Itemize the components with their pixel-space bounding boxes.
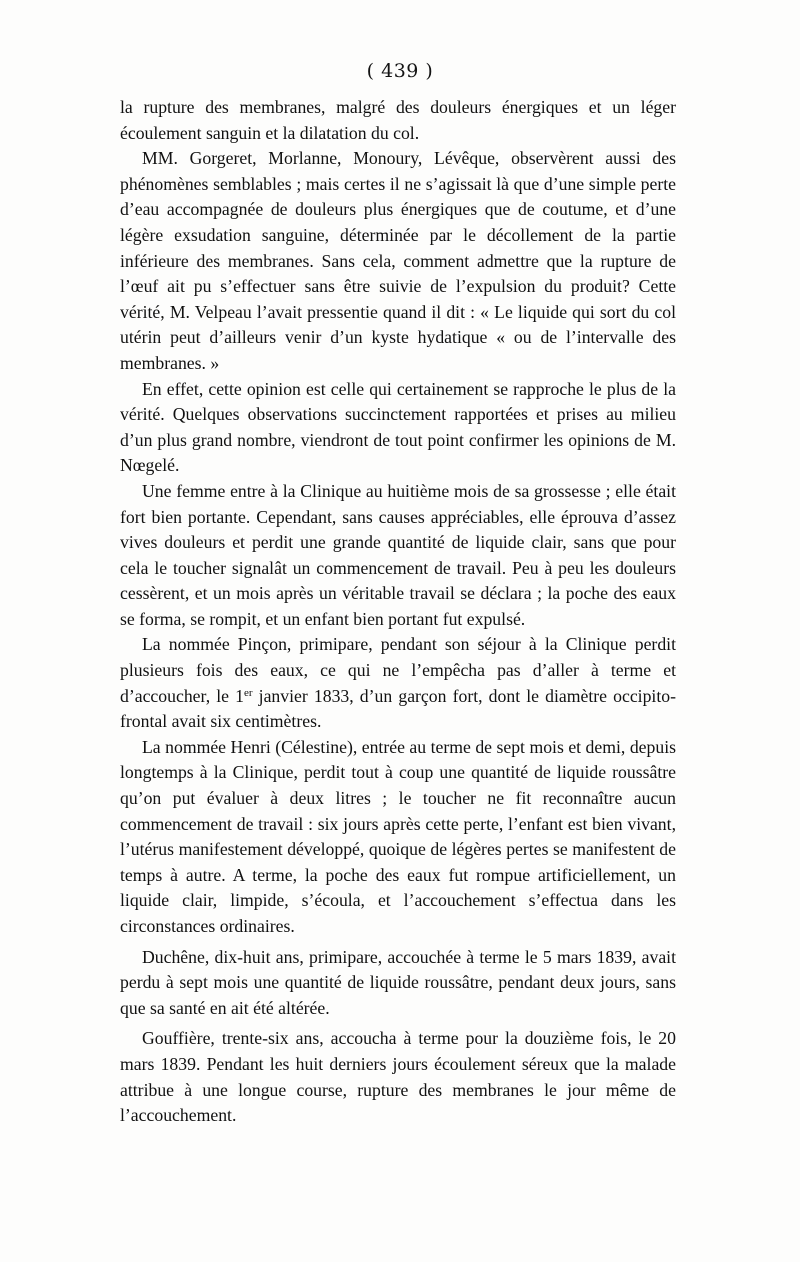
paragraph-6: La nommée Henri (Célestine), entrée au terme de sept mois et demi, depuis longtemps à la Clinique, perdit tout à coup une quantité de liquide roussâtre qu’on put évaluer à deux litres ; le toucher ne fit reconnaître aucun commencement de travail : six jours après cette perte, l’enfant est bien vivant, l’utérus manifestement développé, quoique de légères pertes se manifestent de temps à autre. A terme, la poche des eaux fut rompue artificiellement, un liquide clair, limpide, s’écoula, et l’accouchement s’effectua dans les circonstances ordinaires. [120,736,676,936]
paragraph-3: En effet, cette opinion est celle qui certainement se rapproche le plus de la vérité. Quelques observations succinctement rapportées et prises au milieu d’un plus grand nombre, viendront de tout point confirmer les opinions de M. Nœgelé. [120,378,676,476]
paragraph-4: Une femme entre à la Clinique au huitième mois de sa grossesse ; elle était fort bien portante. Cependant, sans causes appréciables, elle éprouva d’assez vives douleurs et perdit une grande quantité de liquide clair, sans que pour cela le toucher signalât un commencement de travail. Peu à peu les douleurs cessèrent, et un mois après un véritable travail se déclara ; la poche des eaux se forma, se rompit, et un enfant bien portant fut expulsé. [120,480,676,629]
paragraph-7: Duchêne, dix-huit ans, primipare, accouchée à terme le 5 mars 1839, avait perdu à sept mois une quantité de liquide roussâtre, pendant deux jours, sans que sa santé en ait été altérée. [120,946,676,1018]
paragraph-2: MM. Gorgeret, Morlanne, Monoury, Lévêque, observèrent aussi des phénomènes semblables ; mais certes il ne s’agissait là que d’une simple perte d’eau accompagnée de douleurs plus énergiques que de coutume, et d’une légère exsudation sanguine, déterminée par le décollement de la partie inférieure des membranes. Sans cela, comment admettre que la rupture de l’œuf ait pu s’effectuer sans être suivie de l’expulsion du produit? Cette vérité, M. Velpeau l’avait pressentie quand il dit : « Le liquide qui sort du col utérin peut d’ailleurs venir d’un kyste hydatique « ou de l’intervalle des membranes. » [120,148,676,373]
paragraph-5 [120,632,676,734]
paragraph-5-text-a: La nommée Pinçon, primipare, pendant son séjour à la Clinique perdit plusieurs fois des eaux, ce qui ne l’empêcha pas d’aller à terme et d’accoucher, le 1 [120,634,676,706]
paragraph-1: la rupture des membranes, malgré des douleurs énergiques et un léger écoulement sanguin et la dilatation du col. [120,97,676,143]
body-text [120,95,676,1129]
paragraph-8: Gouffière, trente-six ans, accoucha à terme pour la douzième fois, le 20 mars 1839. Pendant les huit derniers jours écoulement séreux que la malade attribue à une longue course, rupture des membranes le jour même de l’accouchement. [120,1028,676,1126]
page-number: ( 439 ) [366,60,434,82]
paragraph-5-text-b: janvier 1833, d’un garçon fort, dont le diamètre occipito-frontal avait six centimètres. [120,685,676,732]
ordinal-superscript: er [243,686,253,699]
